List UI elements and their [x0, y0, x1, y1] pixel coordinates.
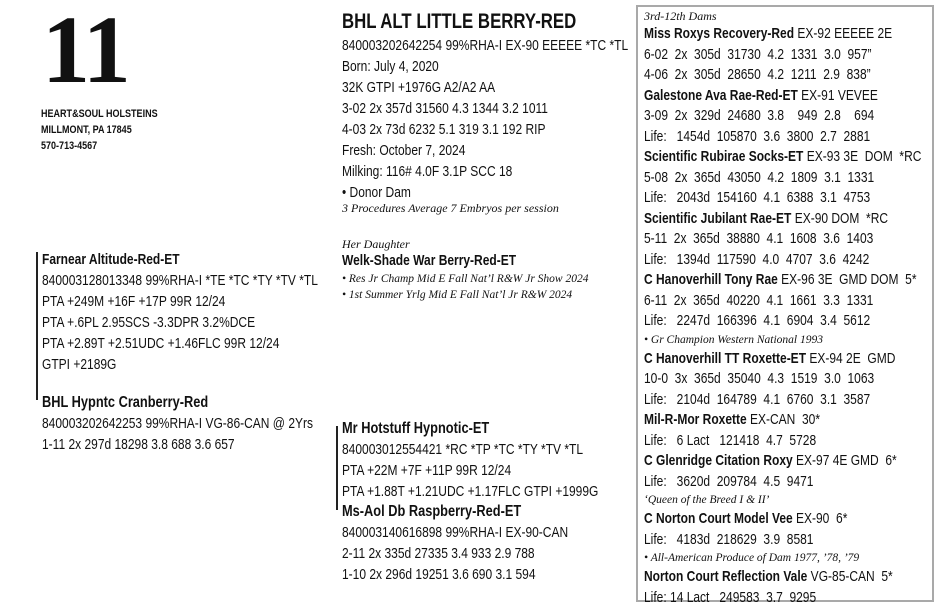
dam-ancestor-name	[644, 86, 921, 107]
dam-ancestor-name	[644, 209, 921, 230]
ancestor-record: Life: 2043d 154160 4.1 6388 3.1 4753	[644, 189, 871, 206]
sire-gtpi: GTPI +2189G	[42, 356, 117, 373]
daughter-honor-2: • 1st Summer Yrlg Mid E Fall Nat’l Jr R&W 2024	[342, 289, 573, 301]
dam-block	[42, 392, 381, 455]
dam-ancestor-name	[644, 24, 921, 45]
ancestor-record: Life: 2247d 166396 4.1 6904 3.4 5612	[644, 312, 871, 329]
ancestor-name: Galestone Ava Rae-Red-ET	[644, 86, 798, 104]
mgs-registration: 840003012554421 *RC *TP *TC *TY *TV *TL	[342, 441, 584, 458]
sire-pta-1: PTA +249M +16F +17P 99R 12/24	[42, 293, 226, 310]
ancestor-note: • All-American Produce of Dam 1977, ’78, ’79	[644, 552, 860, 564]
dams-list	[644, 9, 948, 608]
sire-pta-3: PTA +2.89T +2.51UDC +1.46FLC 99R 12/24	[42, 335, 280, 352]
ancestor-classification: EX-97 4E GMD 6*	[792, 452, 897, 469]
animal-milking: Milking: 116# 4.0F 3.1P SCC 18	[342, 163, 513, 180]
dam-name: BHL Hypntc Cranberry-Red	[42, 394, 209, 411]
ancestor-record: 5-11 2x 365d 38880 4.1 1608 3.6 1403	[644, 230, 874, 247]
ancestor-classification: EX-CAN 30*	[746, 411, 821, 428]
ancestor-record: 6-02 2x 305d 31730 4.2 1331 3.0 957”	[644, 45, 872, 63]
daughter-header: Her Daughter	[342, 237, 410, 251]
animal-fresh: Fresh: October 7, 2024	[342, 142, 466, 159]
ancestor-classification: EX-93 3E DOM *RC	[803, 148, 922, 165]
animal-born: Born: July 4, 2020	[342, 58, 439, 75]
ancestor-classification: EX-90 6*	[792, 510, 848, 527]
ancestor-name: C Glenridge Citation Roxy	[644, 452, 793, 469]
pedigree-bracket-left	[36, 252, 38, 400]
daughter-name: Welk-Shade War Berry-Red-ET	[342, 252, 517, 269]
ancestor-record: Life: 3620d 209784 4.5 9471	[644, 472, 814, 490]
embryo-note: 3 Procedures Average 7 Embryos per session	[342, 201, 559, 215]
ancestor-record: Life: 2104d 164789 4.1 6760 3.1 3587	[644, 390, 871, 408]
ancestor-record: 10-0 3x 365d 35040 4.3 1519 3.0 1063	[644, 370, 875, 387]
ancestor-name: Scientific Jubilant Rae-ET	[644, 209, 792, 227]
ancestor-name: Mil-R-Mor Roxette	[644, 411, 747, 428]
sire-name: Farnear Altitude-Red-ET	[42, 251, 180, 268]
sire-registration: 840003128013348 99%RHA-I *TE *TC *TY *TV *TL	[42, 272, 318, 289]
ancestor-classification: EX-92 EEEEE 2E	[794, 25, 893, 42]
ancestor-record: 6-11 2x 365d 40220 4.1 1661 3.3 1331	[644, 291, 874, 309]
ancestor-note: ‘Queen of the Breed I & II’	[644, 494, 770, 506]
mgs-block	[342, 418, 662, 502]
ancestor-record: 4-06 2x 305d 28650 4.2 1211 2.9 838”	[644, 66, 871, 83]
granddam-block	[342, 501, 625, 585]
ancestor-classification: EX-96 3E GMD DOM 5*	[777, 271, 917, 288]
ancestor-name: Norton Court Reflection Vale	[644, 568, 808, 585]
ancestor-classification: EX-91 VEVEE	[797, 86, 878, 104]
granddam-record-2: 1-10 2x 296d 19251 3.6 690 3.1 594	[342, 566, 536, 583]
dam-ancestor-name	[644, 349, 921, 370]
dam-ancestor-name	[644, 509, 921, 530]
mgs-pta-1: PTA +22M +7F +11P 99R 12/24	[342, 462, 512, 479]
dams-rows	[644, 24, 948, 608]
farm-city: MILLMONT, PA 17845	[41, 124, 132, 136]
ancestor-name: Scientific Rubirae Socks-ET	[644, 148, 804, 165]
dam-ancestor-name	[644, 451, 921, 472]
ancestor-record: 5-08 2x 365d 43050 4.2 1809 3.1 1331	[644, 168, 875, 186]
granddam-record-1: 2-11 2x 335d 27335 3.4 933 2.9 788	[342, 545, 535, 562]
animal-name: BHL ALT LITTLE BERRY-RED	[342, 10, 577, 33]
ancestor-classification: EX-94 2E GMD	[806, 349, 896, 367]
granddam-registration: 840003140616898 99%RHA-I EX-90-CAN	[342, 524, 569, 541]
ancestor-name: C Hanoverhill Tony Rae	[644, 271, 778, 288]
mgs-name: Mr Hotstuff Hypnotic-ET	[342, 420, 490, 437]
lot-number: 11	[42, 0, 129, 103]
ancestor-classification: VG-85-CAN 5*	[807, 568, 893, 585]
granddam-name: Ms-Aol Db Raspberry-Red-ET	[342, 503, 522, 520]
animal-donor-dam: • Donor Dam	[342, 184, 411, 201]
ancestor-name: Miss Roxys Recovery-Red	[644, 25, 795, 42]
dams-header: 3rd-12th Dams	[644, 9, 717, 23]
ancestor-name: C Norton Court Model Vee	[644, 510, 793, 527]
dam-ancestor-name	[644, 567, 921, 588]
ancestor-name: C Hanoverhill TT Roxette-ET	[644, 349, 807, 367]
ancestor-record: Life: 14 Lact 249583 3.7 9295	[644, 588, 817, 606]
ancestor-record: Life: 6 Lact 121418 4.7 5728	[644, 431, 817, 449]
sire-pta-2: PTA +.6PL 2.95SCS -3.3DPR 3.2%DCE	[42, 314, 256, 331]
animal-record-1: 3-02 2x 357d 31560 4.3 1344 3.2 1011	[342, 100, 548, 117]
ancestor-note: • Gr Champion Western National 1993	[644, 333, 823, 346]
ancestor-record: Life: 1394d 117590 4.0 4707 3.6 4242	[644, 250, 870, 268]
dam-ancestor-name	[644, 270, 921, 291]
animal-registration: 840003202642254 99%RHA-I EX-90 EEEEE *TC *TL	[342, 37, 629, 54]
daughter-honor-1: • Res Jr Champ Mid E Fall Nat’l R&W Jr Show 2024	[342, 273, 589, 285]
farm-phone: 570-713-4567	[41, 140, 98, 152]
dam-record: 1-11 2x 297d 18298 3.8 688 3.6 657	[42, 436, 235, 453]
farm-name: HEART&SOUL HOLSTEINS	[41, 108, 158, 120]
dam-registration: 840003202642253 99%RHA-I VG-86-CAN @ 2Yrs	[42, 415, 313, 432]
ancestor-record: 3-09 2x 329d 24680 3.8 949 2.8 694	[644, 107, 875, 124]
ancestor-record: Life: 4183d 218629 3.9 8581	[644, 530, 814, 548]
ancestor-record: Life: 1454d 105870 3.6 3800 2.7 2881	[644, 127, 871, 145]
mgs-pta-2: PTA +1.88T +1.21UDC +1.17FLC GTPI +1999G	[342, 483, 599, 500]
dam-ancestor-name	[644, 147, 921, 168]
animal-gtpi: 32K GTPI +1976G A2/A2 AA	[342, 79, 496, 96]
animal-record-2: 4-03 2x 73d 6232 5.1 319 3.1 192 RIP	[342, 121, 546, 138]
sire-block	[42, 249, 387, 375]
ancestor-classification: EX-90 DOM *RC	[791, 209, 889, 227]
dam-ancestor-name	[644, 410, 921, 431]
